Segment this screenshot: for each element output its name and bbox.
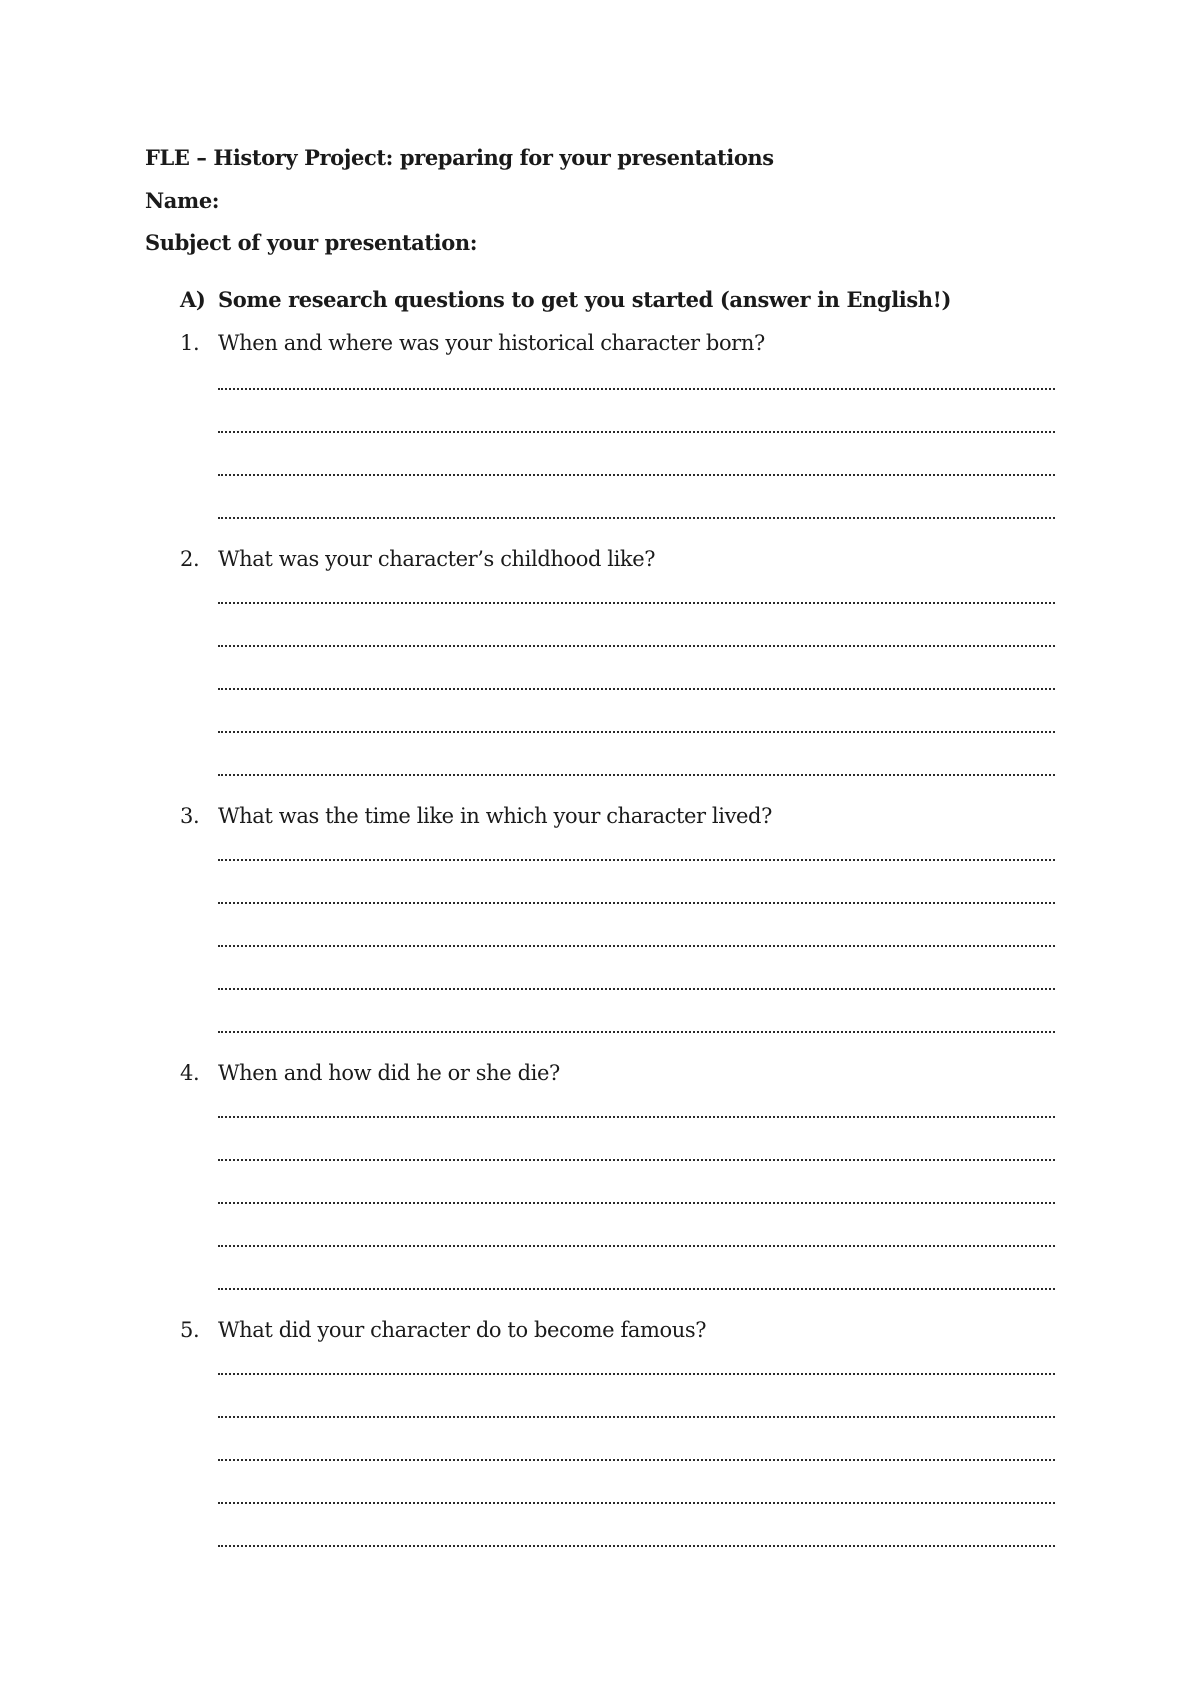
question-label: What was the time like in which your character lived?	[218, 804, 772, 828]
section-heading-text: Some research questions to get you started (answer in English!)	[218, 287, 952, 312]
question-label: When and how did he or she die?	[218, 1061, 560, 1085]
answer-line[interactable]	[218, 1459, 1055, 1461]
question-number: 2.	[180, 547, 200, 571]
answer-line[interactable]	[218, 1202, 1055, 1204]
section-marker: A)	[180, 287, 206, 312]
question-label: What did your character do to become famous?	[218, 1318, 707, 1342]
answer-line[interactable]	[218, 1031, 1055, 1033]
section-a-heading	[180, 287, 951, 313]
answer-line[interactable]	[218, 945, 1055, 947]
answer-line[interactable]	[218, 1545, 1055, 1547]
answer-line[interactable]	[218, 431, 1055, 433]
answer-line[interactable]	[218, 645, 1055, 647]
answer-line[interactable]	[218, 1288, 1055, 1290]
answer-line[interactable]	[218, 1502, 1055, 1504]
answer-line[interactable]	[218, 774, 1055, 776]
subject-label: Subject of your presentation:	[145, 230, 478, 255]
question-number: 1.	[180, 331, 200, 355]
question-text	[180, 546, 655, 572]
name-label: Name:	[145, 188, 220, 213]
answer-line[interactable]	[218, 1373, 1055, 1375]
question-text	[180, 1317, 706, 1343]
worksheet-title: FLE – History Project: preparing for your presentations	[145, 145, 774, 170]
answer-line[interactable]	[218, 388, 1055, 390]
answer-line[interactable]	[218, 902, 1055, 904]
answer-line[interactable]	[218, 731, 1055, 733]
question-label: What was your character’s childhood like?	[218, 547, 656, 571]
question-number: 3.	[180, 804, 200, 828]
answer-line[interactable]	[218, 474, 1055, 476]
question-number: 5.	[180, 1318, 200, 1342]
answer-line[interactable]	[218, 859, 1055, 861]
answer-line[interactable]	[218, 688, 1055, 690]
question-number: 4.	[180, 1061, 200, 1085]
answer-line[interactable]	[218, 988, 1055, 990]
answer-line[interactable]	[218, 517, 1055, 519]
question-text	[180, 330, 765, 356]
answer-line[interactable]	[218, 1416, 1055, 1418]
question-label: When and where was your historical character born?	[218, 331, 765, 355]
answer-line[interactable]	[218, 1159, 1055, 1161]
answer-line[interactable]	[218, 1245, 1055, 1247]
question-text	[180, 803, 772, 829]
answer-line[interactable]	[218, 1116, 1055, 1118]
question-text	[180, 1060, 560, 1086]
answer-line[interactable]	[218, 602, 1055, 604]
